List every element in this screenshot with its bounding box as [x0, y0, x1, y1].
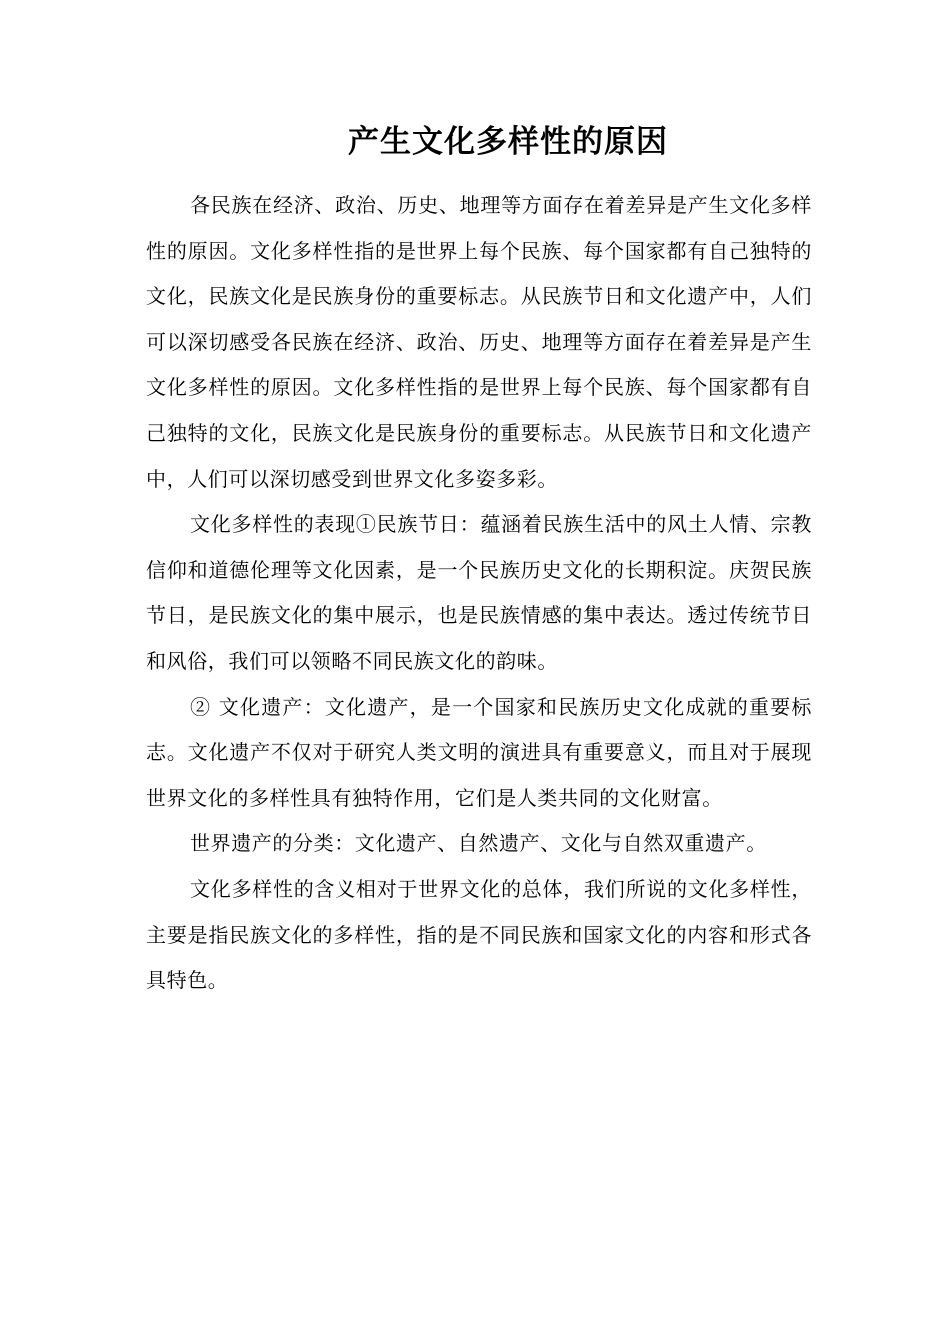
paragraph-heritage-classification: 世界遗产的分类：文化遗产、自然遗产、文化与自然双重遗产。 — [190, 831, 767, 856]
paragraph-heritage: ② 文化遗产：文化遗产，是一个国家和民族历史文化成就的重要标志。文化遗产不仅对于研究人类文明的演进具有重要意义，而且对于展现世界文化的多样性具有独特作用，它们是人类共同的文化财富。 — [146, 694, 812, 810]
document-body — [146, 183, 812, 1004]
paragraph-meaning: 文化多样性的含义相对于世界文化的总体，我们所说的文化多样性，主要是指民族文化的多样性，指的是不同民族和国家文化的内容和形式各具特色。 — [146, 876, 812, 993]
document-title: 产生文化多样性的原因 — [348, 124, 668, 160]
paragraph-causes: 各民族在经济、政治、历史、地理等方面存在着差异是产生文化多样性的原因。文化多样性指的是世界上每个民族、每个国家都有自己独特的文化，民族文化是民族身份的重要标志。从民族节日和文化遗产中，人们可以深切感受各民族在经济、政治、历史、地理等方面存在着差异是产生文化多样性的原因。文化多样性指的是世界上每个民族、每个国家都有自己独特的文化，民族文化是民族身份的重要标志。从民族节日和文化遗产中，人们可以深切感受到世界文化多姿多彩。 — [146, 193, 812, 491]
paragraph-festivals: 文化多样性的表现①民族节日：蕴涵着民族生活中的风土人情、宗教信仰和道德伦理等文化因素，是一个民族历史文化的长期积淀。庆贺民族节日，是民族文化的集中展示，也是民族情感的集中表达。透过传统节日和风俗，我们可以领略不同民族文化的韵味。 — [146, 512, 812, 673]
